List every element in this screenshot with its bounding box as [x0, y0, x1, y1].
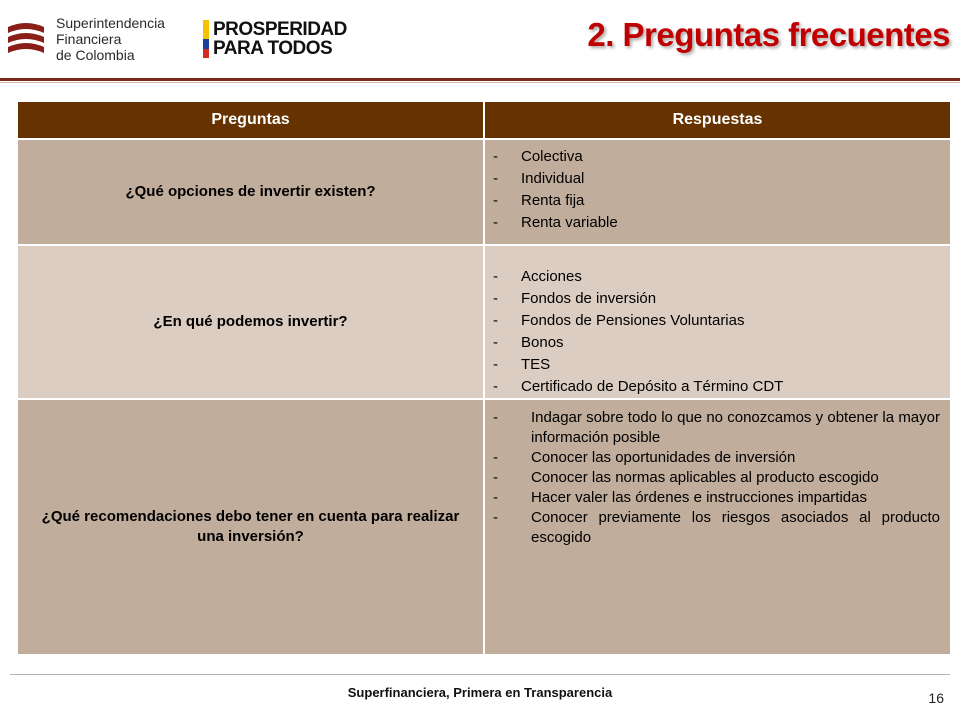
slide-title: 2. Preguntas frecuentes	[587, 16, 950, 53]
prosperidad-logo-text	[213, 20, 347, 58]
footer-divider	[10, 674, 950, 675]
table-row	[18, 245, 950, 399]
list-item: - Renta fija	[493, 190, 940, 212]
list-item: - Conocer las oportunidades de inversión	[493, 448, 940, 468]
list-item: - Fondos de inversión	[493, 288, 940, 310]
question-cell: ¿En qué podemos invertir?	[18, 245, 484, 399]
answer-list	[485, 246, 950, 398]
answer-list	[485, 140, 950, 234]
table-row	[18, 139, 950, 245]
logo-line: de Colombia	[56, 47, 135, 63]
question-cell: ¿Qué opciones de invertir existen?	[18, 139, 484, 245]
superfinanciera-logo	[4, 10, 176, 68]
list-item: - Renta variable	[493, 212, 940, 234]
superfinanciera-logo-text	[56, 15, 165, 63]
answer-cell	[484, 139, 950, 245]
list-item: - Acciones	[493, 266, 940, 288]
header-divider	[0, 78, 960, 81]
question-cell: ¿Qué recomendaciones debo tener en cuenta para realizar una inversión?	[18, 399, 484, 654]
header-divider-shadow	[0, 82, 960, 83]
slide-header	[0, 0, 960, 80]
list-item: - Bonos	[493, 332, 940, 354]
list-item: - Individual	[493, 168, 940, 190]
superfinanciera-emblem-icon	[4, 17, 48, 61]
answer-cell	[484, 245, 950, 399]
colombia-flag-icon	[203, 20, 209, 58]
list-item: - Certificado de Depósito a Término CDT	[493, 376, 940, 398]
logo-line: Financiera	[56, 31, 122, 47]
page-number: 16	[928, 690, 944, 706]
list-item: - Hacer valer las órdenes e instrucciones impartidas	[493, 488, 940, 508]
table-header-row	[18, 102, 950, 139]
list-item: - Conocer las normas aplicables al producto escogido	[493, 468, 940, 488]
logo-line: Superintendencia	[56, 15, 165, 31]
list-item: - TES	[493, 354, 940, 376]
logo-line: PROSPERIDAD	[213, 19, 347, 40]
list-item: - Colectiva	[493, 146, 940, 168]
faq-table	[18, 102, 950, 654]
list-item: - Fondos de Pensiones Voluntarias	[493, 310, 940, 332]
answer-cell	[484, 399, 950, 654]
list-item: - Indagar sobre todo lo que no conozcamos y obtener la mayor información posible	[493, 408, 940, 448]
table-row	[18, 399, 950, 654]
logo-line: PARA TODOS	[213, 38, 333, 59]
list-item: - Conocer previamente los riesgos asociados al producto escogido	[493, 508, 940, 548]
column-header-answers: Respuestas	[484, 102, 950, 139]
prosperidad-logo	[203, 20, 347, 58]
footer-slogan: Superfinanciera, Primera en Transparencia	[347, 685, 613, 700]
answer-list	[485, 400, 950, 548]
column-header-questions: Preguntas	[18, 102, 484, 139]
